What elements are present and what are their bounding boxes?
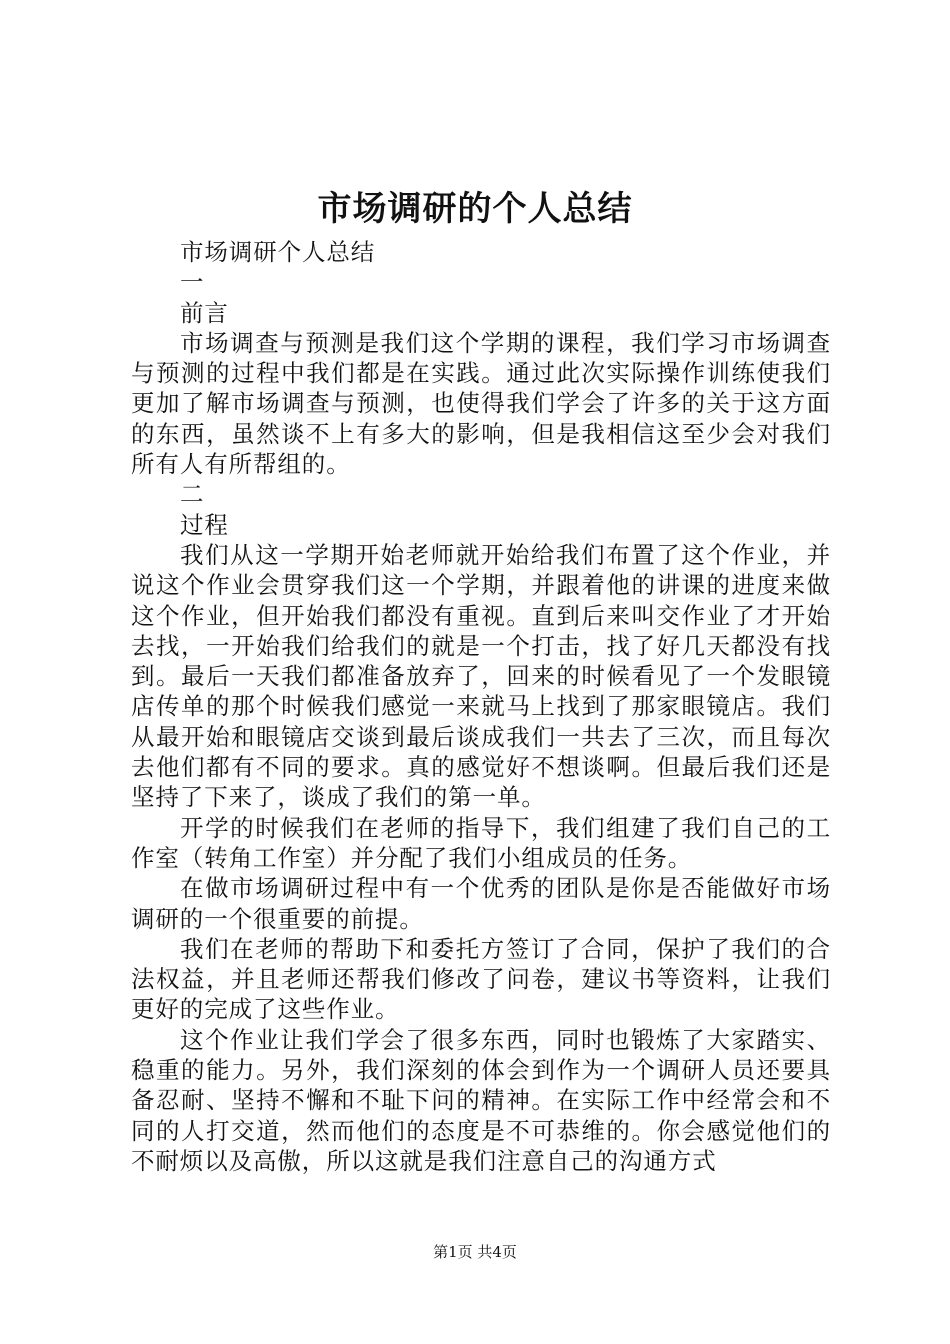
section-heading-preface: 前言 — [180, 298, 229, 327]
page-footer: 第1页 共4页 — [433, 1243, 517, 1261]
paragraph-process-5: 这个作业让我们学会了很多东西，同时也锻炼了大家踏实、稳重的能力。另外，我们深刻的体会到作为一个调研人员还要具备忍耐、坚持不懈和不耻下问的精神。在实际工作中经常会和不同的人打交道，然而他们的态度是不可恭维的。你会感觉他们的不耐烦以及高傲，所以这就是我们注意自己的沟通方式 — [131, 1025, 831, 1175]
paragraph-process-4: 我们在老师的帮助下和委托方签订了合同，保护了我们的合法权益，并且老师还帮我们修改了问卷，建议书等资料，让我们更好的完成了这些作业。 — [131, 934, 831, 1024]
section-number-two: 二 — [180, 480, 205, 509]
paragraph-process-1: 我们从这一学期开始老师就开始给我们布置了这个作业，并说这个作业会贯穿我们这一个学期，并跟着他的讲课的进度来做这个作业，但开始我们都没有重视。直到后来叫交作业了才开始去找，一开始我们给我们的就是一个打击，找了好几天都没有找到。最后一天我们都准备放弃了，回来的时候看见了一个发眼镜店传单的那个时候我们感觉一来就马上找到了那家眼镜店。我们从最开始和眼镜店交谈到最后谈成我们一共去了三次，而且每次去他们都有不同的要求。真的感觉好不想谈啊。但最后我们还是坚持了下来了，谈成了我们的第一单。 — [131, 540, 831, 812]
document-body — [131, 237, 831, 1176]
paragraph-preface: 市场调查与预测是我们这个学期的课程，我们学习市场调查与预测的过程中我们都是在实践。通过此次实际操作训练使我们更加了解市场调查与预测，也使得我们学会了许多的关于这方面的东西，虽然谈不上有多大的影响，但是我相信这至少会对我们所有人有所帮组的。 — [131, 328, 831, 479]
paragraph-subtitle: 市场调研个人总结 — [180, 238, 376, 266]
paragraph-process-3: 在做市场调研过程中有一个优秀的团队是你是否能做好市场调研的一个很重要的前提。 — [131, 874, 831, 933]
document-title: 市场调研的个人总结 — [317, 189, 633, 229]
section-number-one: 一 — [180, 268, 205, 297]
paragraph-process-2: 开学的时候我们在老师的指导下，我们组建了我们自己的工作室（转角工作室）并分配了我们小组成员的任务。 — [131, 813, 831, 872]
section-heading-process: 过程 — [180, 510, 229, 539]
